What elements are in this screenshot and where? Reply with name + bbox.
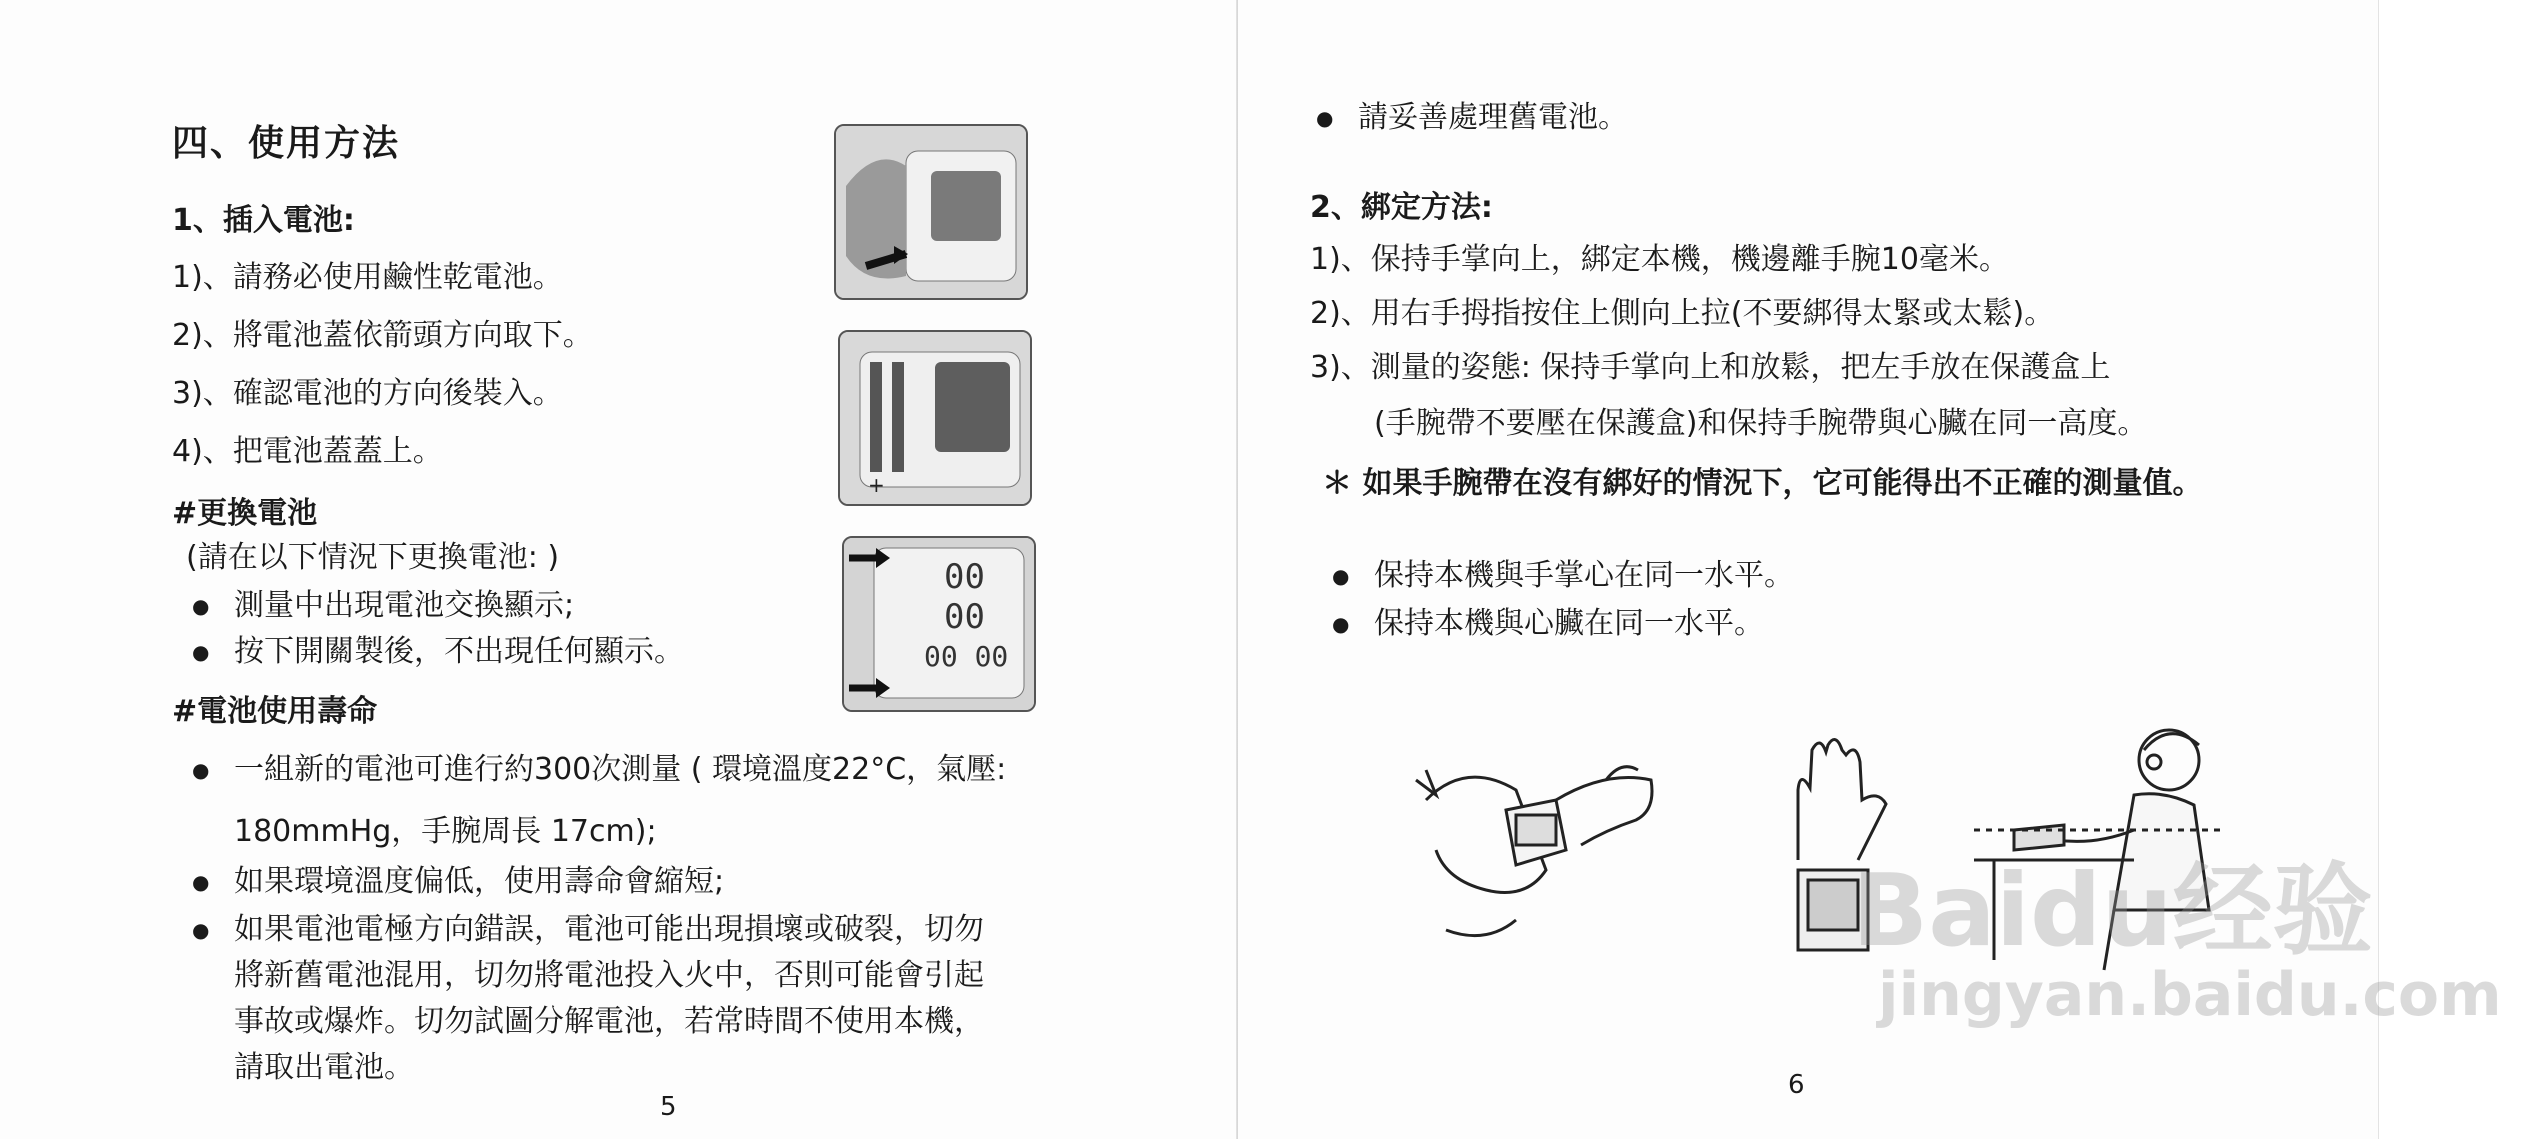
life-bullet-1-line-2: 180mmHg，手腕周長 17cm); [234, 814, 657, 849]
insert-battery-heading: 1、插入電池: [172, 203, 355, 238]
insert-step-4: 4)、把電池蓋蓋上。 [172, 434, 443, 469]
insert-step-1: 1)、請務必使用鹼性乾電池。 [172, 260, 563, 295]
binding-step-2: 2)、用右手拇指按住上側向上拉(不要綁得太緊或太鬆)。 [1310, 296, 2055, 331]
svg-text:00 00: 00 00 [924, 640, 1009, 673]
binding-heading: 2、綁定方法: [1310, 190, 1493, 225]
life-bullet-3-line-2: 將新舊電池混用，切勿將電池投入火中，否則可能會引起 [234, 958, 984, 993]
replace-battery-intro: (請在以下情況下更換電池: ) [186, 540, 560, 575]
left-page [0, 0, 1238, 1139]
page-number-left: 5 [660, 1092, 677, 1122]
baidu-watermark-url: jingyan.baidu.com [1878, 960, 2502, 1030]
life-bullet-2: ● 如果環境溫度偏低，使用壽命會縮短; [234, 864, 724, 900]
battery-insertion-photo [838, 330, 1032, 506]
life-bullet-3-line-1: ● 如果電池電極方向錯誤，電池可能出現損壞或破裂，切勿 [234, 912, 984, 948]
life-bullet-1-line-1: ● 一組新的電池可進行約300次測量 ( 環境溫度22°C，氣壓: [234, 752, 1006, 788]
replace-battery-heading: #更換電池 [172, 496, 318, 531]
replace-bullet-1: ● 測量中出現電池交換顯示; [234, 588, 574, 624]
insert-step-2: 2)、將電池蓋依箭頭方向取下。 [172, 318, 593, 353]
battery-cover-removal-photo [834, 124, 1028, 300]
svg-text:00: 00 [944, 597, 985, 637]
right-page [1238, 0, 2529, 1139]
section-title: 四、使用方法 [172, 123, 401, 164]
battery-life-heading: #電池使用壽命 [172, 694, 378, 729]
life-bullet-3-line-4: 請取出電池。 [234, 1050, 414, 1085]
svg-text:+: + [868, 473, 885, 497]
binding-step-3-line-2: (手腕帶不要壓在保護盒)和保持手腕帶與心臟在同一高度。 [1374, 406, 2148, 441]
baidu-watermark: Baidu经验 [1852, 852, 2373, 969]
binding-warning: ＊ 如果手腕帶在沒有綁好的情況下，它可能得出不正確的測量值。 [1322, 466, 2203, 501]
dispose-battery-bullet: ● 請妥善處理舊電池。 [1358, 100, 1628, 136]
wrist-cuff-wrapping-illustration [1406, 740, 1666, 950]
binding-bullet-1: ● 保持本機與手掌心在同一水平。 [1374, 558, 1794, 594]
insert-step-3: 3)、確認電池的方向後裝入。 [172, 376, 563, 411]
binding-step-1: 1)、保持手掌向上，綁定本機，機邊離手腕10毫米。 [1310, 242, 2009, 277]
binding-step-3: 3)、測量的姿態: 保持手掌向上和放鬆，把左手放在保護盒上 [1310, 350, 2111, 385]
svg-text:00: 00 [944, 557, 985, 597]
page-number-right: 6 [1788, 1070, 1805, 1100]
device-display-photo [842, 536, 1036, 712]
binding-bullet-2: ● 保持本機與心臟在同一水平。 [1374, 606, 1764, 642]
replace-bullet-2: ● 按下開關製後，不出現任何顯示。 [234, 634, 684, 670]
life-bullet-3-line-3: 事故或爆炸。切勿試圖分解電池，若常時間不使用本機， [234, 1004, 984, 1039]
